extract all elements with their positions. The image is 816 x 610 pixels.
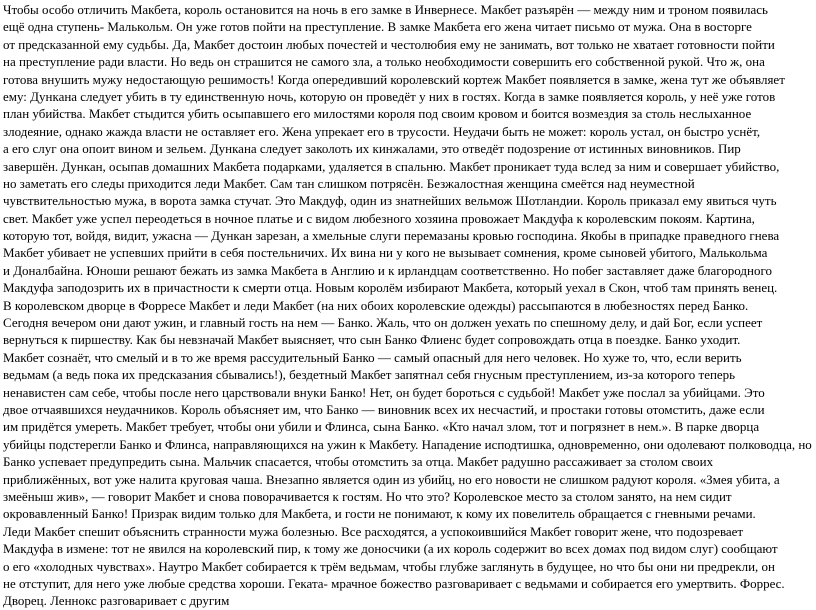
text-line: Макбет убивает не успевших прийти в себя постельничих. Их вина ни у кого не вызывает сомнения, кроме сыновей убитого, Малькольма xyxy=(3,245,768,261)
text-line: ведьмам (а ведь пока их предсказания сбывались!), бездетный Макбет запятнал себя гнусным преступлением, из-за которого теперь xyxy=(3,367,736,383)
text-line: готова внушить мужу недостающую решимость! Когда опередивший королевский кортеж Макбет появляется в замке, жена тут же объявляет xyxy=(3,71,785,87)
text-line: Макдуфа заподозрить их в причастности к смерти отца. Новым королём избирают Макбета, который уехал в Скон, чтоб там принять венец. xyxy=(3,280,778,296)
text-line: убийцы подстерегли Банко и Флинса, направляющихся на ужин к Макбету. Нападение исподтишка, одновременно, они одолевают полководца, но xyxy=(3,436,812,452)
text-line: окровавленный Банко! Призрак видим только для Макбета, и гости не понимают, к кому их повелитель обращается с гневными речами. xyxy=(3,506,756,522)
text-line: свет. Макбет уже успел переодеться в ночное платье и с видом любезного хозяина провожает Макдуфа к королевским покоям. Картина, xyxy=(3,210,755,226)
text-line: план убийства. Макбет стыдится убить осыпавшего его милостями короля под своим кровом и боится возмездия за столь неслыханное xyxy=(3,106,752,122)
text-line: Макдуфа в измене: тот не явился на королевский пир, к тому же доносчики (а их король содержит во всех домах под видом слуг) сообщают xyxy=(3,541,778,557)
document-text xyxy=(3,1,816,610)
text-line: и Доналбайна. Юноши решают бежать из замка Макбета в Англию и к ирландцам соответственно. Но побег заставляет даже благородного xyxy=(3,262,772,278)
text-line: чувствительностью мужа, в ворота замка стучат. Это Макдуф, один из знатнейших вельмож Шотландии. Король приказал ему явиться чуть xyxy=(3,193,777,209)
text-line: змеёныш жив», — говорит Макбет и снова поворачивается к гостям. Но что это? Королевское место за столом занято, на нем сидит xyxy=(3,488,732,504)
text-line: завершён. Дункан, осыпав домашних Макбета подарками, удаляется в спальню. Макбет проникает туда вслед за ним и совершает убийство, xyxy=(3,158,780,174)
text-line: от предсказанной ему судьбы. Да, Макбет достоин любых почестей и честолюбия ему не занимать, вот только не хватает готовности пойти xyxy=(3,36,775,52)
text-line: вернуться к пиршеству. Как бы невзначай Макбет выясняет, что сын Банко Флиенс будет сопровождать отца в поездке. Банко уходит. xyxy=(3,332,741,348)
text-line: а его слуг она опоит вином и зельем. Дункана следует заколоть их кинжалами, это отведёт подозрение от истинных виновников. Пир xyxy=(3,141,741,157)
text-line: Банко успевает предупредить сына. Мальчик спасается, чтобы отомстить за отца. Макбет радушно рассаживает за столом своих xyxy=(3,454,714,470)
text-line: злодеяние, однако жажда власти не оставляет его. Жена упрекает его в трусости. Неудачи быть не может: король устал, он быстро уснёт, xyxy=(3,123,761,139)
text-line: Дворец. Леннокс разговаривает с другим xyxy=(3,593,230,609)
text-line: им придётся умереть. Макбет требует, чтобы они убили и Флинса, сына Банко. «Кто начал злом, тот и погрязнет в нем.». В парке дворца xyxy=(3,419,760,435)
text-line: двое отчаявшихся неудачников. Король объясняет им, что Банко — виновник всех их несчастий, и простаки готовы отомстить, даже если xyxy=(3,401,765,417)
text-line: В королевском дворце в Форресе Макбет и леди Макбет (на них обоих королевские одежды) рассыпаются в любезностях перед Банко. xyxy=(3,297,749,313)
text-line: которую тот, войдя, видит, ужасна — Дункан зарезан, а хмельные слуги перемазаны кровью господина. Якобы в припадке праведного гнева xyxy=(3,228,780,244)
text-line: приближённых, вот уже налита круговая чаша. Внезапно является один из убийц, но его новости не слишком радуют короля. «Змея убита, а xyxy=(3,471,780,487)
text-line: на преступление ради власти. Но ведь он страшится не самого зла, а только необходимости совершить его собственной рукой. Что ж, она xyxy=(3,54,765,70)
text-line: Сегодня вечером они дают ужин, и главный гость на нем — Банко. Жаль, что он должен уехать по спешному делу, и дай Бог, если успеет xyxy=(3,315,763,331)
text-line: Макбет сознаёт, что смелый и в то же время рассудительный Банко — самый опасный для него человек. Но хуже то, что, если верить xyxy=(3,349,742,365)
text-line: но заметать его следы приходится леди Макбет. Сам тан слишком потрясён. Безжалостная женщина смеётся над неуместной xyxy=(3,175,695,191)
text-line: Чтобы особо отличить Макбета, король остановится на ночь в его замке в Инвернесе. Макбет разъярён — между ним и троном появилась xyxy=(3,2,768,17)
text-line: ещё одна ступень- Малькольм. Он уже готов пойти на преступление. В замке Макбета его жена читает письмо от мужа. Она в восторге xyxy=(3,19,752,35)
text-line: ему: Дункана следует убить в ту единственную ночь, которую он проведёт у них в гостях. Когда в замке появляется король, у неё уже готов xyxy=(3,88,776,104)
text-line: о его «холодных чувствах». Наутро Макбет собирается к трём ведьмам, чтобы глубже заглянуть в будущее, но что бы они ни предрекли, он xyxy=(3,558,775,574)
text-line: Леди Макбет спешит объяснить странности мужа болезнью. Все расходятся, а успокоившийся Макбет говорит жене, что подозревает xyxy=(3,523,744,539)
text-line: ненавистен сам себе, чтобы после него царствовали внуки Банко! Нет, он будет бороться с судьбой! Макбет уже послал за убийцами. Это xyxy=(3,384,765,400)
text-line: не отступит, для него уже любые средства хороши. Геката- мрачное божество разговаривает с ведьмами и собирается его умертвить. Форрес. xyxy=(3,575,785,591)
